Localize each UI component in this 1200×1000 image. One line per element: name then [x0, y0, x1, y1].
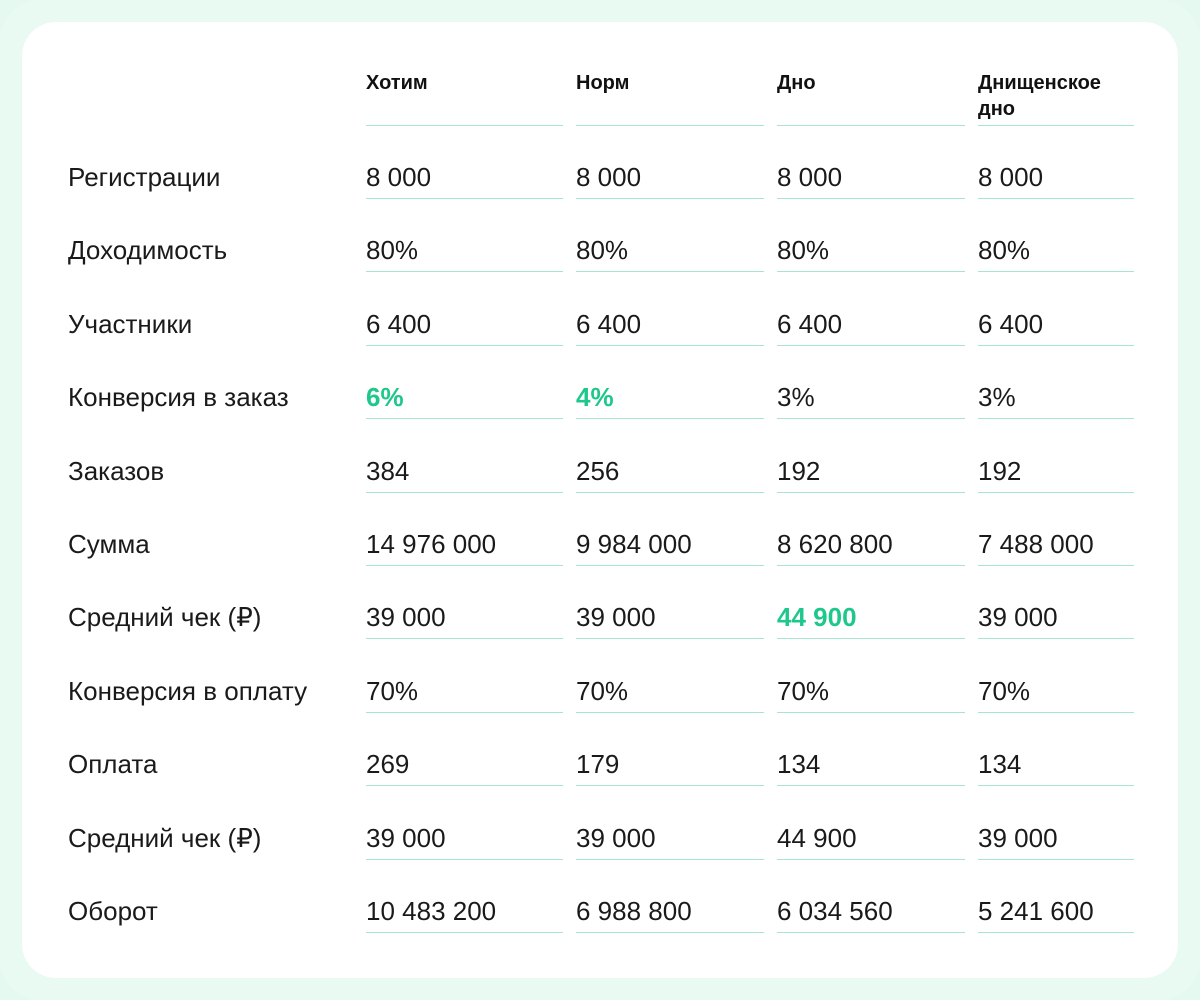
header-divider: [777, 125, 965, 126]
row-label: Конверсия в заказ: [68, 382, 289, 413]
table-cell: 80%: [777, 235, 830, 266]
table-row: [22, 874, 1178, 947]
table-cell: 8 000: [366, 162, 432, 192]
table-cell: 6 400: [777, 308, 843, 339]
row-label: Доходимость: [68, 235, 228, 266]
table-row: [22, 360, 1178, 433]
table-cell: 80%: [366, 235, 419, 266]
row-divider: [777, 198, 965, 199]
table-cell: 256: [576, 455, 620, 486]
table-cell: 6 400: [366, 308, 432, 339]
table-row: [22, 434, 1178, 507]
table-cell: 6 400: [576, 308, 642, 339]
row-divider: [576, 418, 764, 419]
row-label: Регистрации: [68, 162, 221, 192]
table-row: [22, 801, 1178, 874]
table-cell: 70%: [777, 675, 830, 706]
row-divider: [366, 418, 563, 419]
row-divider: [366, 345, 563, 346]
table-cell: 8 000: [777, 162, 843, 192]
row-label: Сумма: [68, 529, 150, 559]
header-divider: [366, 125, 563, 126]
column-header-want: Хотим: [366, 72, 428, 94]
table-cell: 134: [777, 749, 821, 780]
column-header-norm: Норм: [576, 72, 630, 94]
table-cell: 134: [978, 749, 1022, 780]
table-row: [22, 287, 1178, 360]
table-cell: 269: [366, 749, 410, 780]
row-divider: [366, 198, 563, 199]
table-header: [22, 22, 1178, 148]
table-cell: 39 000: [366, 602, 446, 633]
table-cell: 39 000: [366, 822, 446, 853]
row-divider: [777, 712, 965, 713]
column-header-rock-bottom: Днищенское дно: [978, 72, 1101, 120]
row-divider: [366, 859, 563, 860]
table-cell: 6 034 560: [777, 896, 893, 926]
table-cell: 44 900: [777, 602, 857, 633]
header-divider: [576, 125, 764, 126]
table-cell: 179: [576, 749, 620, 780]
table-cell: 9 984 000: [576, 529, 692, 559]
row-divider: [978, 418, 1134, 419]
row-divider: [777, 932, 965, 933]
row-label: Заказов: [68, 455, 165, 486]
row-divider: [576, 271, 764, 272]
table-row: [22, 727, 1178, 800]
table-row: [22, 507, 1178, 580]
row-divider: [366, 932, 563, 933]
row-divider: [777, 859, 965, 860]
table-cell: 10 483 200: [366, 896, 497, 926]
row-divider: [777, 345, 965, 346]
row-divider: [777, 418, 965, 419]
column-header-bottom: Дно: [777, 72, 816, 94]
row-divider: [777, 492, 965, 493]
row-divider: [978, 859, 1134, 860]
table-cell: 8 620 800: [777, 529, 893, 559]
row-divider: [366, 638, 563, 639]
table-row: [22, 213, 1178, 286]
table-cell: 3%: [978, 382, 1016, 413]
table-cell: 6%: [366, 382, 404, 413]
row-divider: [576, 565, 764, 566]
table-row: [22, 654, 1178, 727]
table-cell: 44 900: [777, 822, 857, 853]
table-cell: 192: [978, 455, 1022, 486]
row-divider: [978, 638, 1134, 639]
table-cell: 8 000: [978, 162, 1044, 192]
row-divider: [366, 565, 563, 566]
row-label: Конверсия в оплату: [68, 675, 308, 706]
row-divider: [777, 565, 965, 566]
row-divider: [576, 345, 764, 346]
table-cell: 70%: [576, 675, 629, 706]
row-divider: [366, 271, 563, 272]
row-divider: [978, 712, 1134, 713]
table-row: [22, 580, 1178, 653]
header-divider: [978, 125, 1134, 126]
row-divider: [978, 932, 1134, 933]
row-divider: [978, 345, 1134, 346]
table-row: [22, 140, 1178, 213]
table-cell: 80%: [576, 235, 629, 266]
table-cell: 4%: [576, 382, 614, 413]
row-divider: [366, 492, 563, 493]
table-card: [22, 22, 1178, 978]
table-cell: 39 000: [978, 602, 1058, 633]
table-cell: 39 000: [576, 602, 656, 633]
row-divider: [777, 785, 965, 786]
row-divider: [576, 198, 764, 199]
table-cell: 70%: [366, 675, 419, 706]
table-cell: 39 000: [978, 822, 1058, 853]
row-divider: [777, 271, 965, 272]
table-cell: 6 400: [978, 308, 1044, 339]
table-cell: 7 488 000: [978, 529, 1094, 559]
row-label: Средний чек (₽): [68, 822, 262, 853]
table-cell: 192: [777, 455, 821, 486]
table-cell: 3%: [777, 382, 815, 413]
row-divider: [576, 712, 764, 713]
table-cell: 39 000: [576, 822, 656, 853]
row-divider: [978, 198, 1134, 199]
row-divider: [366, 712, 563, 713]
row-divider: [978, 492, 1134, 493]
row-label: Участники: [68, 308, 193, 339]
row-divider: [576, 932, 764, 933]
row-divider: [777, 638, 965, 639]
row-divider: [366, 785, 563, 786]
table-cell: 14 976 000: [366, 529, 497, 559]
table-cell: 80%: [978, 235, 1031, 266]
table-cell: 70%: [978, 675, 1031, 706]
row-label: Оборот: [68, 896, 158, 926]
row-divider: [978, 785, 1134, 786]
table-cell: 5 241 600: [978, 896, 1094, 926]
table-cell: 8 000: [576, 162, 642, 192]
row-label: Средний чек (₽): [68, 602, 262, 633]
row-label: Оплата: [68, 749, 158, 780]
row-divider: [576, 859, 764, 860]
row-divider: [978, 565, 1134, 566]
row-divider: [576, 492, 764, 493]
table-cell: 6 988 800: [576, 896, 692, 926]
table-cell: 384: [366, 455, 410, 486]
row-divider: [576, 638, 764, 639]
row-divider: [978, 271, 1134, 272]
row-divider: [576, 785, 764, 786]
